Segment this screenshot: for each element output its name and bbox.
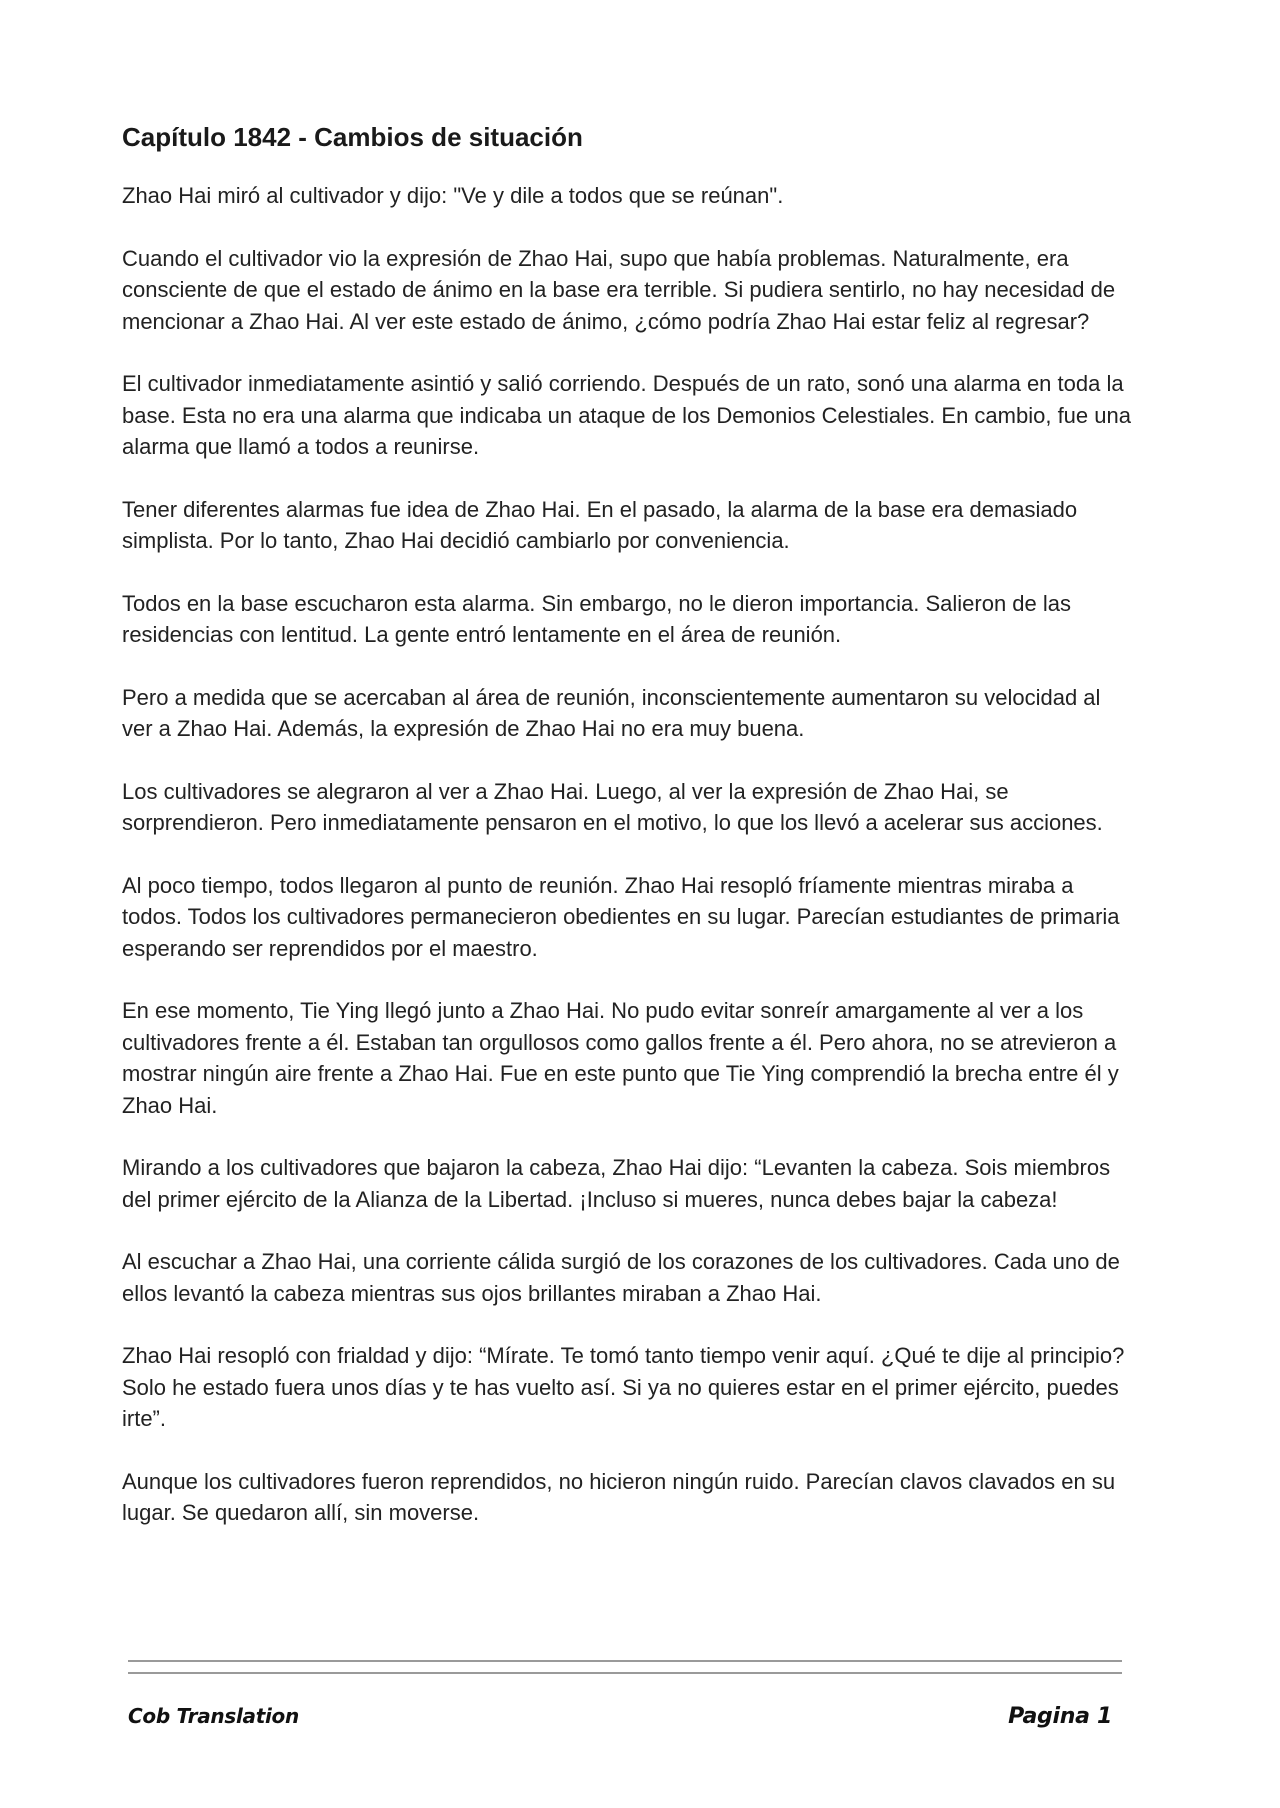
paragraph: Zhao Hai resopló con frialdad y dijo: “Mírate. Te tomó tanto tiempo venir aquí. ¿Qué te dije al principio? Solo he estado fuera unos días y te has vuelto así. Si ya no quieres estar en el primer ejército, puedes irte”. bbox=[122, 1343, 1125, 1431]
paragraph: Aunque los cultivadores fueron reprendidos, no hicieron ningún ruido. Parecían clavos clavados en su lugar. Se quedaron allí, sin moverse. bbox=[122, 1468, 1116, 1525]
chapter-title: Capítulo 1842 - Cambios de situación bbox=[122, 122, 583, 152]
paragraph: Zhao Hai miró al cultivador y dijo: "Ve y dile a todos que se reúnan". bbox=[122, 183, 784, 208]
paragraph: El cultivador inmediatamente asintió y salió corriendo. Después de un rato, sonó una alarma en toda la base. Esta no era una alarma que indicaba un ataque de los Demonios Celestiales. En cambio, fue una alarma que llamó a todos a reunirse. bbox=[122, 371, 1131, 459]
paragraph: Tener diferentes alarmas fue idea de Zhao Hai. En el pasado, la alarma de la base era demasiado simplista. Por lo tanto, Zhao Hai decidió cambiarlo por conveniencia. bbox=[122, 496, 1078, 553]
document-body bbox=[122, 120, 1132, 1560]
paragraph: Cuando el cultivador vio la expresión de Zhao Hai, supo que había problemas. Naturalmente, era consciente de que el estado de ánimo en la base era terrible. Si pudiera sentirlo, no hay necesidad de mencionar a Zhao Hai. Al ver este estado de ánimo, ¿cómo podría Zhao Hai estar feliz al regresar? bbox=[122, 245, 1116, 334]
paragraph: Todos en la base escucharon esta alarma. Sin embargo, no le dieron importancia. Salieron de las residencias con lentitud. La gente entró lentamente en el área de reunión. bbox=[122, 590, 1071, 647]
paragraph: En ese momento, Tie Ying llegó junto a Zhao Hai. No pudo evitar sonreír amargamente al ver a los cultivadores frente a él. Estaban tan orgullosos como gallos frente a él. Pero ahora, no se atrevieron a mostrar ningún aire frente a Zhao Hai. Fue en este punto que Tie Ying comprendió la brecha entre él y Zhao Hai. bbox=[122, 998, 1119, 1118]
footer-divider bbox=[128, 1660, 1122, 1662]
paragraph: Los cultivadores se alegraron al ver a Zhao Hai. Luego, al ver la expresión de Zhao Hai, se sorprendieron. Pero inmediatamente pensaron en el motivo, lo que los llevó a acelerar sus acciones. bbox=[122, 778, 1103, 835]
footer-translator-credit: Cob Translation bbox=[128, 1704, 299, 1728]
footer-divider bbox=[128, 1672, 1122, 1674]
footer-page-number: Pagina 1 bbox=[1008, 1704, 1112, 1729]
paragraph: Al poco tiempo, todos llegaron al punto de reunión. Zhao Hai resopló fríamente mientras miraba a todos. Todos los cultivadores permanecieron obedientes en su lugar. Parecían estudiantes de primaria esperando ser reprendidos por el maestro. bbox=[122, 872, 1120, 961]
paragraph: Pero a medida que se acercaban al área de reunión, inconscientemente aumentaron su velocidad al ver a Zhao Hai. Además, la expresión de Zhao Hai no era muy buena. bbox=[122, 684, 1101, 741]
paragraph: Mirando a los cultivadores que bajaron la cabeza, Zhao Hai dijo: “Levanten la cabeza. Sois miembros del primer ejército de la Alianza de la Libertad. ¡Incluso si mueres, nunca debes bajar la cabeza! bbox=[122, 1155, 1111, 1212]
paragraph: Al escuchar a Zhao Hai, una corriente cálida surgió de los corazones de los cultivadores. Cada uno de ellos levantó la cabeza mientras sus ojos brillantes miraban a Zhao Hai. bbox=[122, 1249, 1120, 1306]
